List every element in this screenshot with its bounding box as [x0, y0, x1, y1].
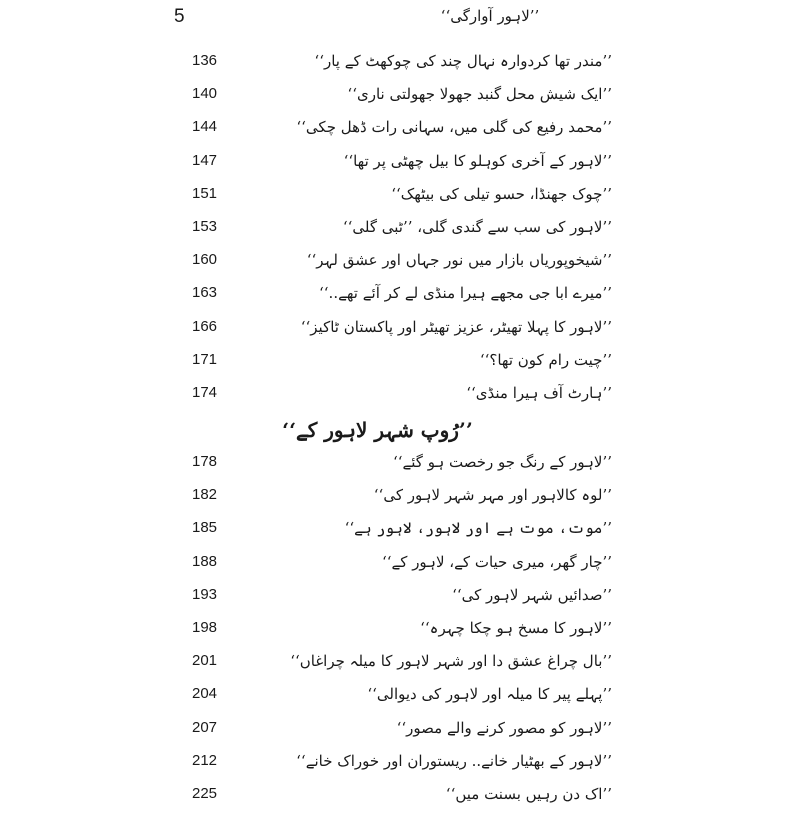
toc-page-number: 166 [192, 317, 218, 335]
toc-entry-title: ’’موت، موت ہے اور لاہور، لاہور ہے‘‘ [344, 519, 612, 538]
section-heading-block [0, 415, 800, 451]
toc-page-number: 182 [192, 486, 218, 504]
toc-entry-title: ’’لاہور کے بھٹیار خانے.. ریستوران اور خوراک خانے‘‘ [296, 751, 612, 770]
toc-entry-title: ’’چار گھر، میری حیات کے، لاہور کے‘‘ [381, 552, 612, 571]
page-number: 5 [174, 6, 185, 27]
toc-section-1 [0, 50, 800, 415]
toc-entry-title: ’’پہلے پیر کا میلہ اور لاہور کی دیوالی‘‘ [367, 685, 612, 704]
toc-entry-title: ’’لاہور کا پہلا تھیٹر، عزیز تھیٹر اور پاکستان ٹاکیز‘‘ [300, 317, 612, 336]
toc-entry [0, 551, 800, 584]
toc-entry [0, 717, 800, 750]
toc-page-number: 193 [192, 585, 218, 603]
toc-page-number: 204 [192, 685, 218, 703]
toc-page-number: 160 [192, 251, 218, 269]
toc-page-number: 188 [192, 552, 218, 570]
toc-entry-title: ’’لاہور کے رنگ جو رخصت ہو گئے‘‘ [392, 453, 612, 472]
running-title: ’’لاہور آوارگی‘‘ [440, 7, 540, 25]
toc-entry [0, 382, 800, 415]
toc-section-2 [0, 451, 800, 816]
toc-entry [0, 282, 800, 315]
toc-entry-title: ’’بال چراغ عشق دا اور شہر لاہور کا میلہ چراغاں‘‘ [290, 652, 612, 671]
toc-page-number: 151 [192, 184, 218, 202]
toc-entry [0, 183, 800, 216]
toc-entry [0, 83, 800, 116]
toc-entry [0, 216, 800, 249]
toc-entry [0, 249, 800, 282]
toc-page-number: 171 [192, 350, 218, 368]
toc-page-number: 201 [192, 652, 218, 670]
toc-entry-title: ’’میرے ابا جی مجھے ہیرا منڈی لے کر آئے تھے..‘‘ [319, 284, 612, 303]
toc-page-number: 207 [192, 718, 218, 736]
toc-page-number: 163 [192, 284, 218, 302]
toc-entry-title: ’’مندر تھا کردوارہ نہال چند کی چوکھٹ کے پار‘‘ [314, 52, 612, 70]
toc-entry-title: ’’چوک جھنڈا، حسو تیلی کی بیٹھک‘‘ [391, 184, 612, 203]
toc-entry [0, 650, 800, 683]
toc-entry-title: ’’لاہور کے آخری کوہلو کا بیل چھٹی پر تھا‘‘ [343, 151, 612, 170]
toc-entry [0, 316, 800, 349]
toc-entry [0, 451, 800, 484]
toc-page-number: 153 [192, 217, 218, 235]
toc-entry-title: ’’چیت رام کون تھا؟‘‘ [479, 350, 612, 369]
toc-entry [0, 349, 800, 382]
section-heading: ’’رُوپ شہر لاہور کے‘‘ [282, 418, 473, 443]
toc-entry [0, 683, 800, 716]
toc-entry-title: ’’اک دن رہیں بسنت میں‘‘ [445, 784, 612, 803]
toc-page-number: 147 [192, 151, 218, 169]
toc-entry-title: ’’ہارٹ آف ہیرا منڈی‘‘ [466, 383, 612, 402]
toc-entry [0, 484, 800, 517]
toc-page-number: 140 [192, 85, 218, 103]
toc-page-number: 198 [192, 619, 218, 636]
toc-entry-title: ’’لاہور کا مسخ ہو چکا چہرہ‘‘ [420, 619, 612, 637]
toc-page-number: 144 [192, 118, 218, 136]
toc-entry [0, 783, 800, 816]
toc-page-number: 174 [192, 383, 218, 401]
toc-entry [0, 116, 800, 149]
toc-entry-title: ’’لاہور کو مصور کرنے والے مصور‘‘ [396, 718, 612, 737]
toc-entry [0, 750, 800, 783]
toc-page-number: 178 [192, 453, 218, 471]
toc-page-number: 136 [192, 52, 218, 69]
toc-page-number: 185 [192, 519, 218, 537]
toc-entry-title: ’’ایک شیش محل گنبد جھولا جھولتی ناری‘‘ [347, 85, 612, 104]
toc-entry-title: ’’لاہور کی سب سے گندی گلی، ’’ٹبی گلی‘‘ [342, 217, 612, 236]
toc-entry [0, 517, 800, 550]
toc-page-number: 212 [192, 751, 218, 769]
toc-entry [0, 584, 800, 617]
toc-entry-title: ’’محمد رفیع کی گلی میں، سہانی رات ڈھل چکی‘‘ [296, 118, 612, 137]
toc-entry-title: ’’لوہ کالاہور اور مہر شہر لاہور کی‘‘ [373, 486, 612, 505]
toc-entry-title: ’’صدائیں شہر لاہور کی‘‘ [452, 585, 612, 604]
table-of-contents [0, 50, 800, 816]
toc-entry [0, 150, 800, 183]
toc-entry-title: ’’شیخوپوریاں بازار میں نور جہاں اور عشق لہر‘‘ [306, 251, 612, 270]
toc-page-number: 225 [192, 784, 218, 802]
toc-entry [0, 50, 800, 83]
toc-entry [0, 617, 800, 650]
